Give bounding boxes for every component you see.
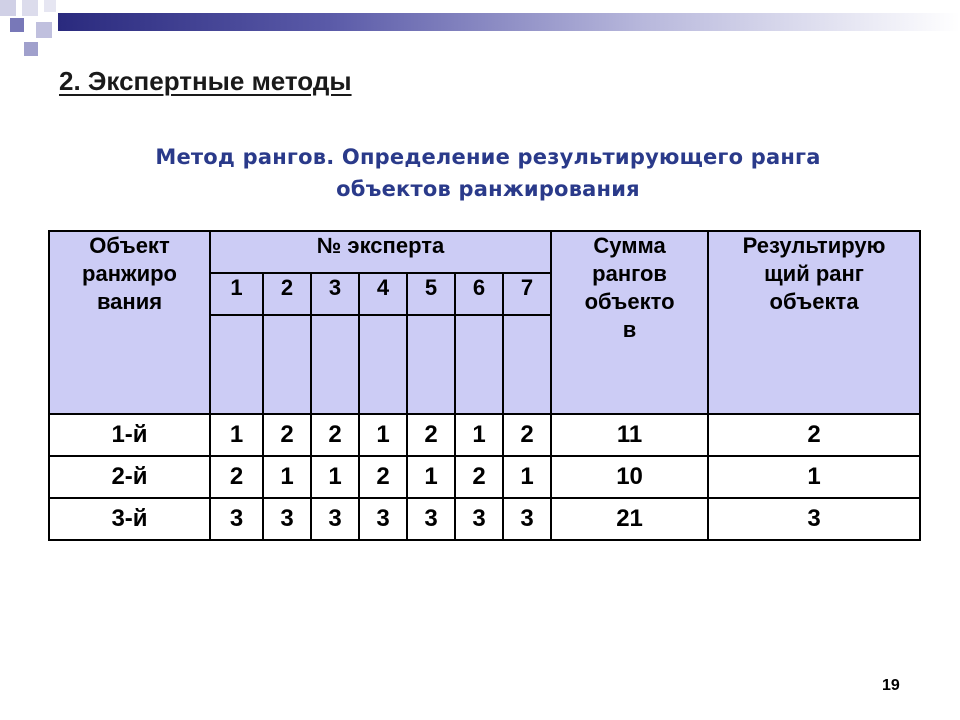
rank-cell: 3 <box>311 498 359 540</box>
header-sum-line: объекто <box>584 289 675 314</box>
header-object-line: Объект <box>89 233 170 258</box>
result-cell: 1 <box>708 456 920 498</box>
header-rank-sum <box>551 231 708 414</box>
rank-cell: 3 <box>455 498 503 540</box>
header-sum-line: в <box>622 317 637 342</box>
header-result-line: объекта <box>769 289 859 314</box>
header-result-line: щий ранг <box>764 261 864 286</box>
rank-cell: 1 <box>263 456 311 498</box>
expert-col-4: 4 <box>359 273 407 315</box>
sum-cell: 11 <box>551 414 708 456</box>
rank-cell: 3 <box>359 498 407 540</box>
header-result-line: Результирую <box>742 233 886 258</box>
subtitle-line-2: объектов ранжирования <box>336 177 640 201</box>
row-object: 3-й <box>49 498 210 540</box>
header-filler <box>455 315 503 414</box>
rank-cell: 1 <box>311 456 359 498</box>
header-expert-number: № эксперта <box>210 231 551 273</box>
sum-cell: 10 <box>551 456 708 498</box>
rank-cell: 1 <box>210 414 263 456</box>
rank-cell: 3 <box>263 498 311 540</box>
expert-col-7: 7 <box>503 273 551 315</box>
header-object-line: вания <box>96 289 163 314</box>
decor-square <box>0 0 16 16</box>
expert-col-5: 5 <box>407 273 455 315</box>
result-cell: 2 <box>708 414 920 456</box>
header-filler <box>311 315 359 414</box>
page-number: 19 <box>882 677 900 694</box>
expert-col-1: 1 <box>210 273 263 315</box>
decor-square <box>10 18 24 32</box>
header-filler <box>359 315 407 414</box>
rank-cell: 2 <box>210 456 263 498</box>
ranking-table <box>48 230 921 541</box>
expert-col-2: 2 <box>263 273 311 315</box>
row-object: 2-й <box>49 456 210 498</box>
header-filler <box>503 315 551 414</box>
rank-cell: 3 <box>407 498 455 540</box>
decor-square <box>22 0 38 16</box>
rank-cell: 1 <box>359 414 407 456</box>
header-gradient-bar <box>58 13 960 31</box>
table-row <box>49 414 920 456</box>
header-filler <box>263 315 311 414</box>
rank-cell: 2 <box>359 456 407 498</box>
expert-col-6: 6 <box>455 273 503 315</box>
header-filler <box>407 315 455 414</box>
result-cell: 3 <box>708 498 920 540</box>
rank-cell: 1 <box>455 414 503 456</box>
rank-cell: 2 <box>455 456 503 498</box>
subtitle-line-1: Метод рангов. Определение результирующего ранга <box>155 145 821 169</box>
rank-cell: 2 <box>503 414 551 456</box>
rank-cell: 2 <box>311 414 359 456</box>
table-row <box>49 498 920 540</box>
slide-title: 2. Экспертные методы <box>59 66 352 96</box>
header-result-rank <box>708 231 920 414</box>
rank-cell: 1 <box>503 456 551 498</box>
rank-cell: 1 <box>407 456 455 498</box>
table-row <box>49 456 920 498</box>
rank-cell: 2 <box>407 414 455 456</box>
header-sum-line: Сумма <box>593 233 666 258</box>
decor-square <box>24 42 38 56</box>
header-object <box>49 231 210 414</box>
header-object-line: ранжиро <box>82 261 177 286</box>
row-object: 1-й <box>49 414 210 456</box>
rank-cell: 3 <box>210 498 263 540</box>
header-sum-line: рангов <box>592 261 667 286</box>
sum-cell: 21 <box>551 498 708 540</box>
expert-col-3: 3 <box>311 273 359 315</box>
decor-square <box>36 22 52 38</box>
decor-square <box>44 0 56 12</box>
header-filler <box>210 315 263 414</box>
rank-cell: 2 <box>263 414 311 456</box>
rank-cell: 3 <box>503 498 551 540</box>
